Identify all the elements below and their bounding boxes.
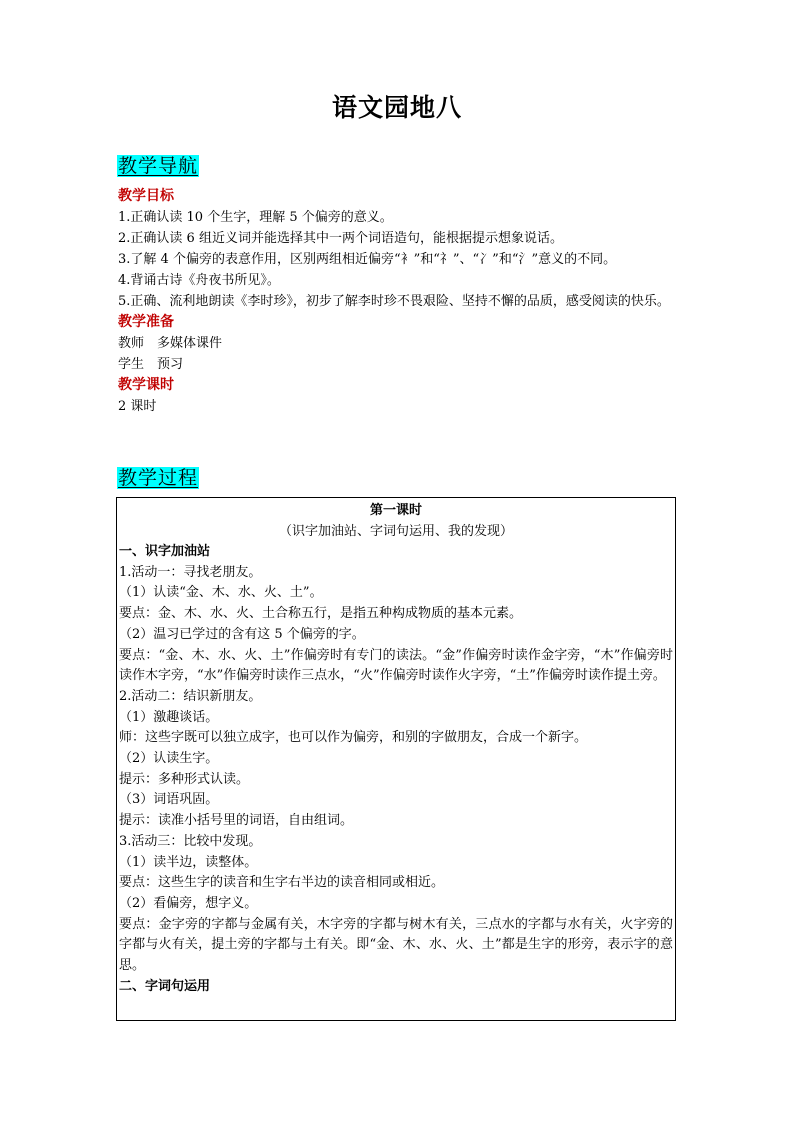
lesson-line: （1）激趣谈话。: [119, 709, 219, 725]
section-heading-guide: 教学导航: [118, 155, 199, 177]
lesson-line: （1）读半边，读整体。: [119, 854, 258, 870]
lesson-subheading: 一、识字加油站: [119, 544, 211, 559]
lesson-line: 提示：多种形式认读。: [119, 771, 250, 787]
lesson-line: 要点：这些生字的读音和生字右半边的读音相同或相近。: [119, 875, 445, 891]
lesson-title: 第一课时: [369, 503, 422, 518]
lesson-line: 2.活动二：结识新朋友。: [119, 688, 262, 704]
section-heading-process: 教学过程: [118, 467, 199, 489]
lesson-line: 要点：金字旁的字都与金属有关，木字旁的字都与树木有关，三点水的字都与水有关，火字旁的字都与火有关，提土旁的字都与土有关。即“金、木、水、火、土”都是生字的形旁，表示字的意思。: [119, 916, 673, 974]
goal-item: 5.正确、流利地朗读《李时珍》，初步了解李时珍不畏艰险、坚持不懈的品质，感受阅读的快乐。: [118, 294, 670, 309]
period-heading: 教学课时: [118, 377, 174, 393]
prep-item: 教师 多媒体课件: [118, 336, 223, 351]
goal-item: 4.背诵古诗《舟夜书所见》。: [118, 273, 280, 288]
lesson-line: （3）词语巩固。: [119, 792, 219, 808]
lesson-line: 要点：“金、木、水、火、土”作偏旁时有专门的读法。“金”作偏旁时读作金字旁，“木”作偏旁时读作木字旁，“水”作偏旁时读作三点水，“火”作偏旁时读作火字旁，“土”作偏旁时读作提土旁。: [119, 647, 673, 684]
lesson-line: 提示：读准小括号里的词语，自由组词。: [119, 813, 354, 829]
lesson-line: 3.活动三：比较中发现。: [119, 833, 262, 849]
lesson-subtitle: （识字加油站、字词句运用、我的发现）: [278, 524, 513, 539]
page-title: 语文园地八: [331, 93, 462, 122]
lesson-table: [116, 497, 676, 1021]
lesson-line: 师：这些字既可以独立成字，也可以作为偏旁，和别的字做朋友，合成一个新字。: [119, 730, 588, 746]
lesson-table-cell: [117, 498, 675, 997]
goal-item: 2.正确认读 6 组近义词并能选择其中一两个词语造句，能根据提示想象说话。: [118, 231, 563, 246]
lesson-line: （2）温习已学过的含有这 5 个偏旁的字。: [119, 626, 365, 642]
lesson-line: 1.活动一：寻找老朋友。: [119, 564, 262, 580]
goals-heading: 教学目标: [118, 188, 174, 204]
lesson-line: （2）看偏旁，想字义。: [119, 895, 258, 911]
prep-item: 学生 预习: [118, 357, 184, 372]
lesson-line: （2）认读生字。: [119, 751, 219, 767]
lesson-line: 要点：金、木、水、火、土合称五行，是指五种构成物质的基本元素。: [119, 606, 523, 622]
period-value: 2 课时: [118, 399, 157, 414]
prep-heading: 教学准备: [118, 314, 174, 330]
lesson-lines: [119, 542, 673, 997]
guide-block: [118, 186, 678, 417]
lesson-line: （1）认读“金、木、水、火、土”。: [119, 585, 323, 601]
goal-item: 1.正确认读 10 个生字，理解 5 个偏旁的意义。: [118, 210, 393, 225]
lesson-subheading: 二、字词句运用: [119, 978, 211, 994]
goal-item: 3.了解 4 个偏旁的表意作用，区别两组相近偏旁“衤”和“礻”、“冫”和“氵”意义的不同。: [118, 252, 617, 267]
